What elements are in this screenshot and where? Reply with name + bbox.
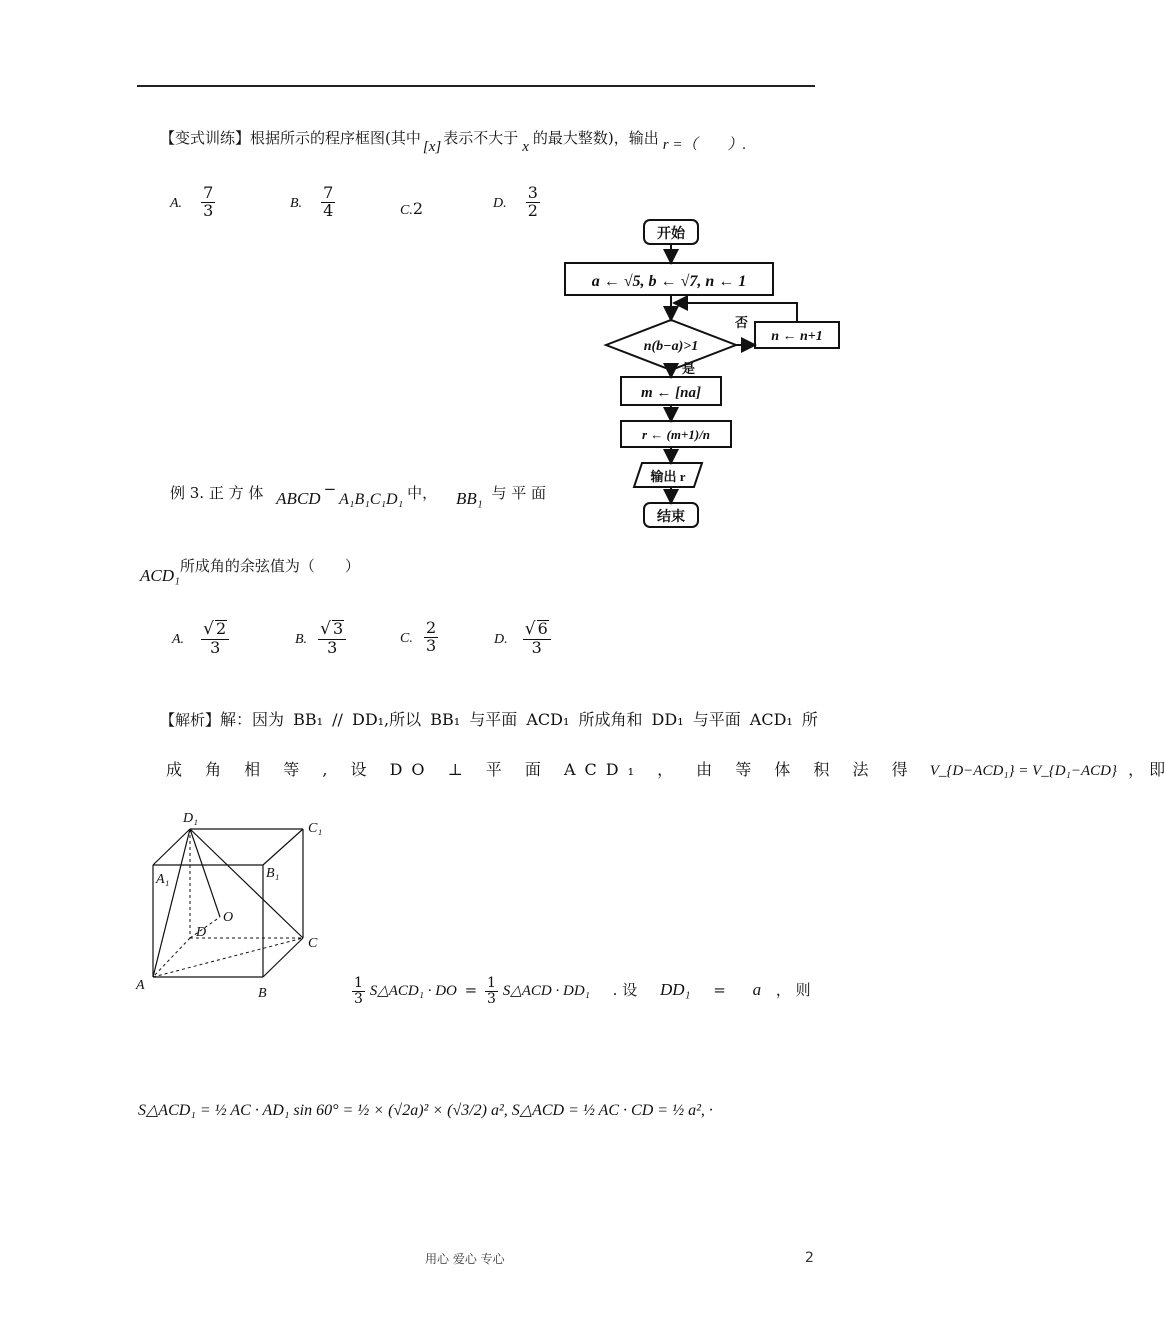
exercise-text-c: 的最大整数)，输出 [532, 129, 659, 147]
flow-init-text: a ← √5, b ← √7, n ← 1 [591, 273, 747, 290]
example-tail: 与 平 面 [491, 484, 546, 502]
solution-line2-text: 成 角 相 等 , 设 DO ⊥ 平 面 ACD₁ ， 由 等 体 积 法 得 [166, 760, 917, 779]
exercise-tag: 【变式训练】 [160, 129, 251, 147]
example-plane: ACD₁ [140, 566, 180, 585]
label-b1: B₁ [266, 866, 280, 881]
flow-m-text: m ← [na] [641, 385, 701, 401]
flow-output-text: 输出 r [650, 469, 686, 484]
label-d: D [196, 925, 207, 940]
label-a: A [136, 978, 145, 993]
page-number: 2 [805, 1250, 814, 1266]
eq1-left: S△ACD₁ · DO [369, 983, 457, 1000]
solution-line-1 [160, 707, 818, 730]
solution-line2-math: V_{D−ACD₁} = V_{D₁−ACD} [929, 763, 1117, 779]
eq1-right: S△ACD · DD₁ [502, 983, 590, 1000]
eq1-tail: . 设 [612, 981, 638, 1000]
flow-yes-label: 是 [682, 361, 696, 376]
flow-r-text: r ← (m+1)/n [641, 427, 711, 442]
eq1-then: ， 则 [775, 981, 811, 1000]
solution-line1-text: 解：因为 BB₁ // DD₁,所以 BB₁ 与平面 ACD₁ 所成角和 DD₁ 与平面 ACD₁ 所 [220, 710, 818, 729]
ex-option-d[interactable]: D. $\frac{√ 6}{3}$ [494, 620, 551, 657]
flow-end-text: 结束 [657, 510, 685, 525]
footer-center: 用心 爱心 专心 [425, 1252, 505, 1266]
example-line [170, 480, 546, 508]
flow-no-label: 否 [735, 315, 749, 330]
option-c[interactable]: C.2 [400, 199, 424, 218]
exercise-text-a: 根据所示的程序框图(其中 [250, 129, 421, 147]
label-o: O [223, 910, 234, 925]
answer-lead: r =（ ）. [662, 137, 747, 153]
example-mid: 中， [407, 484, 438, 502]
label-d1: D₁ [183, 811, 198, 826]
label-a1: A₁ [156, 872, 170, 887]
bracket-x: [x] [422, 139, 442, 155]
equation-1: $\frac{1}{3}$ S△ACD₁ · DO = $\frac{1}{3}$ S△ACD · DD₁ . 设 DD₁ = a ， 则 [354, 975, 811, 1007]
solution-line2-end: ， 即 [1128, 760, 1165, 779]
option-d[interactable]: D. $\frac{3}{2}$ [493, 183, 538, 220]
example-cube: ABCD [276, 489, 321, 508]
label-c1: C₁ [308, 821, 323, 836]
ex-option-c[interactable]: C. $\frac{2}{3}$ [400, 618, 437, 655]
example-question-line [140, 555, 360, 585]
label-b: B [258, 986, 267, 1001]
example-cube2: A₁B₁C₁D₁ [339, 491, 404, 508]
flow-start-text: 开始 [657, 227, 685, 242]
flow-condition-text: n(b−a)>1 [643, 339, 699, 354]
equation-2 [138, 1100, 713, 1120]
flowchart [560, 215, 845, 535]
eq1-dd: DD₁ [660, 980, 691, 1000]
exercise-text-b: 表示不大于 [443, 129, 519, 147]
eq1-a: a [752, 980, 762, 1000]
ex-option-a[interactable]: A. $\frac{√ 2}{3}$ [172, 620, 229, 657]
ex-option-b[interactable]: B. $\frac{√ 3}{3}$ [295, 620, 346, 657]
label-c: C [308, 936, 318, 951]
cube-figure [128, 805, 333, 1003]
exercise-prompt [160, 127, 747, 155]
solution-tag: 【解析】 [160, 711, 221, 729]
option-a[interactable]: A. $\frac{7}{3}$ [170, 183, 214, 220]
var-x: x [522, 139, 529, 155]
solution-line-2 [166, 757, 1165, 780]
example-label: 例 3. 正 方 体 [170, 484, 264, 502]
eq2: S△ACD₁ = ½ AC · AD₁ sin 60° = ½ × (√2a)² × (√3/2) a², S△ACD = ½ AC · CD = ½ a², · [138, 1102, 713, 1119]
example-dash: − [323, 480, 337, 498]
header-rule [137, 85, 815, 87]
example-edge: BB₁ [455, 489, 483, 508]
example-question: 所成角的余弦值为（ ） [179, 557, 360, 575]
flow-increment-text: n ← n+1 [771, 329, 823, 344]
eq1-eq: = [713, 981, 726, 1000]
option-b[interactable]: B. $\frac{7}{4}$ [290, 183, 334, 220]
